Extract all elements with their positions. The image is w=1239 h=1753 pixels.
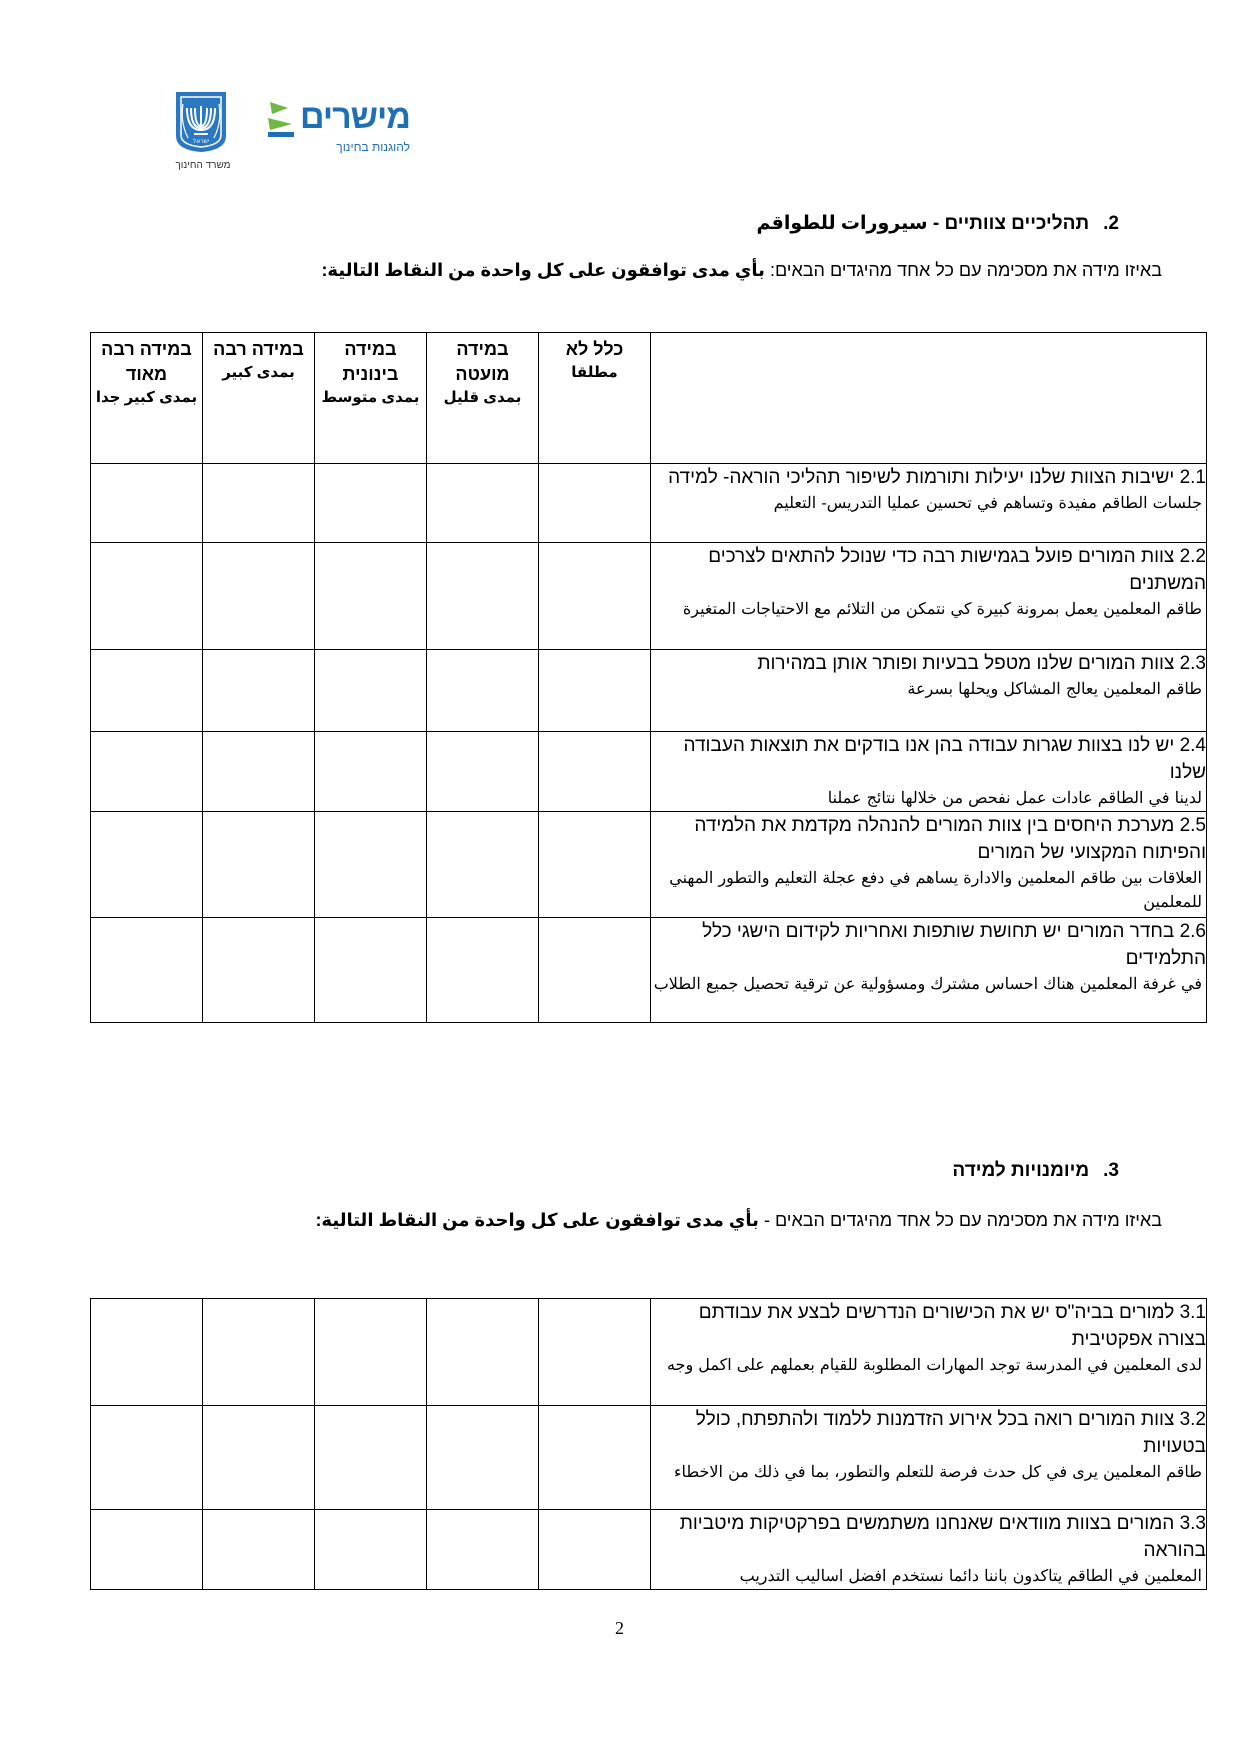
answer-cell[interactable] xyxy=(315,1299,427,1406)
section-2-title xyxy=(756,212,1119,235)
table-row xyxy=(91,543,1207,650)
emblem-text: ישראל xyxy=(192,138,210,145)
answer-cell[interactable] xyxy=(539,812,651,918)
answer-cell[interactable] xyxy=(91,1299,203,1406)
answer-cell[interactable] xyxy=(203,812,315,918)
answer-cell[interactable] xyxy=(203,918,315,1023)
section-2-title-ar: سيرورات للطواقم xyxy=(756,213,928,234)
answer-cell[interactable] xyxy=(203,1510,315,1590)
table-row xyxy=(91,918,1207,1023)
page-number: 2 xyxy=(615,1618,624,1638)
brand-name: מישרים xyxy=(300,98,410,136)
section-2-table xyxy=(90,332,1207,1023)
answer-cell[interactable] xyxy=(539,918,651,1023)
answer-cell[interactable] xyxy=(427,918,539,1023)
section-3-number: 3. xyxy=(1103,1160,1119,1181)
answer-cell[interactable] xyxy=(91,918,203,1023)
answer-cell[interactable] xyxy=(91,732,203,812)
answer-cell[interactable] xyxy=(315,650,427,732)
answer-cell[interactable] xyxy=(315,1406,427,1510)
table-row xyxy=(91,464,1207,543)
statement-cell: 2.6 בחדר המורים יש תחושת שותפות ואחריות לקידום הישגי כלל התלמידים في غرفة المعلمين هناك احساس مشترك ومسؤولية عن ترقية تحصيل جميع الطلاب xyxy=(651,918,1207,1023)
statement-cell: 3.2 צוות המורים רואה בכל אירוע הזדמנות ללמוד ולהתפתח, כולל בטעויות طاقم المعلمين يرى في كل حدث فرصة للتعلم والتطور، بما في ذلك من الاخطاء xyxy=(651,1406,1207,1510)
answer-cell[interactable] xyxy=(91,543,203,650)
scale-header-not-at-all: כלל לא مطلقا xyxy=(539,333,651,464)
statement-cell: 3.1 למורים בביה"ס יש את הכישורים הנדרשים לבצע את עבודתם בצורה אפקטיבית لدى المعلمين في المدرسة توجد المهارات المطلوبة للقيام بعملهم على اكمل وجه xyxy=(651,1299,1207,1406)
answer-cell[interactable] xyxy=(539,464,651,543)
answer-cell[interactable] xyxy=(203,1299,315,1406)
table-row xyxy=(91,812,1207,918)
section-2-instruction-he: באיזו מידה את מסכימה עם כל אחד מהיגדים הבאים: xyxy=(769,260,1162,280)
meisharim-mark-icon xyxy=(266,98,296,142)
statement-cell: 2.2 צוות המורים פועל בגמישות רבה כדי שנוכל להתאים לצרכים המשתנים طاقم المعلمين يعمل بمرونة كبيرة كي نتمكن من التلائم مع الاحتياجات المتغيرة xyxy=(651,543,1207,650)
table-row xyxy=(91,1299,1207,1406)
scale-header-very-large: במידה רבה מאוד بمدى كبير جدا xyxy=(91,333,203,464)
answer-cell[interactable] xyxy=(539,650,651,732)
answer-cell[interactable] xyxy=(315,918,427,1023)
answer-cell[interactable] xyxy=(203,464,315,543)
statement-header-cell xyxy=(651,333,1207,464)
answer-cell[interactable] xyxy=(427,543,539,650)
answer-cell[interactable] xyxy=(427,464,539,543)
section-3-instruction-he: באיזו מידה את מסכימה עם כל אחד מהיגדים הבאים - xyxy=(763,1210,1162,1230)
statement-cell: 2.3 צוות המורים שלנו מטפל בבעיות ופותר אותן במהירות طاقم المعلمين يعالج المشاكل ويحلها بسرعة xyxy=(651,650,1207,732)
answer-cell[interactable] xyxy=(203,732,315,812)
section-2-instruction-ar: بأي مدى توافقون على كل واحدة من النقاط التالية: xyxy=(321,260,765,280)
scale-header-moderate: במידה בינונית بمدى متوسط xyxy=(315,333,427,464)
section-2-title-separator: - xyxy=(932,213,940,234)
table-row xyxy=(91,650,1207,732)
statement-cell: 2.4 יש לנו בצוות שגרות עבודה בהן אנו בודקים את תוצאות העבודה שלנו لدينا في الطاقم عادات عمل نفحص من خلالها نتائج عملنا xyxy=(651,732,1207,812)
answer-cell[interactable] xyxy=(427,1299,539,1406)
statement-cell: 2.1 ישיבות הצוות שלנו יעילות ותורמות לשיפור תהליכי הוראה- למידה جلسات الطاقم مفيدة وتساهم في تحسين عمليا التدريس- التعليم xyxy=(651,464,1207,543)
statement-cell: 3.3 המורים בצוות מוודאים שאנחנו משתמשים בפרקטיקות מיטביות בהוראה المعلمين في الطاقم يتاكدون باننا دائما نستخدم افضل اساليب التدريب xyxy=(651,1510,1207,1590)
state-emblem-icon xyxy=(172,90,230,154)
header-logos xyxy=(160,84,460,184)
answer-cell[interactable] xyxy=(427,1406,539,1510)
answer-cell[interactable] xyxy=(315,812,427,918)
answer-cell[interactable] xyxy=(539,1406,651,1510)
ministry-label: משרד החינוך xyxy=(175,160,231,171)
section-2-number: 2. xyxy=(1103,213,1119,234)
section-3-table xyxy=(90,1298,1207,1590)
answer-cell[interactable] xyxy=(203,1406,315,1510)
table-row xyxy=(91,1406,1207,1510)
section-2-title-he: תהליכיים צוותיים xyxy=(944,213,1090,234)
answer-cell[interactable] xyxy=(91,1406,203,1510)
brand-tagline: להוגנות בחינוך xyxy=(336,140,410,154)
section-2-instruction xyxy=(321,260,1162,281)
answer-cell[interactable] xyxy=(91,650,203,732)
answer-cell[interactable] xyxy=(427,812,539,918)
statement-cell: 2.5 מערכת היחסים בין צוות המורים להנהלה מקדמת את הלמידה והפיתוח המקצועי של המורים العلاقات بين طاقم المعلمين والادارة يساهم في دفع عجلة التعليم والتطور المهني للمعلمين xyxy=(651,812,1207,918)
answer-cell[interactable] xyxy=(315,464,427,543)
scale-header-row xyxy=(91,333,1207,464)
section-3-title xyxy=(952,1160,1119,1182)
answer-cell[interactable] xyxy=(203,650,315,732)
answer-cell[interactable] xyxy=(91,812,203,918)
scale-header-large: במידה רבה بمدى كبير xyxy=(203,333,315,464)
answer-cell[interactable] xyxy=(539,543,651,650)
answer-cell[interactable] xyxy=(315,1510,427,1590)
answer-cell[interactable] xyxy=(427,650,539,732)
answer-cell[interactable] xyxy=(539,1510,651,1590)
answer-cell[interactable] xyxy=(539,1299,651,1406)
answer-cell[interactable] xyxy=(427,732,539,812)
section-3-instruction-ar: بأي مدى توافقون على كل واحدة من النقاط التالية: xyxy=(315,1210,759,1230)
scale-header-little: במידה מועטה بمدى قليل xyxy=(427,333,539,464)
answer-cell[interactable] xyxy=(203,543,315,650)
answer-cell[interactable] xyxy=(91,1510,203,1590)
answer-cell[interactable] xyxy=(315,732,427,812)
answer-cell[interactable] xyxy=(427,1510,539,1590)
answer-cell[interactable] xyxy=(539,732,651,812)
table-row xyxy=(91,1510,1207,1590)
section-3-instruction xyxy=(315,1210,1162,1231)
section-3-title-he: מיומנויות למידה xyxy=(952,1160,1090,1181)
meisharim-logo xyxy=(266,98,426,154)
table-row xyxy=(91,732,1207,812)
answer-cell[interactable] xyxy=(91,464,203,543)
answer-cell[interactable] xyxy=(315,543,427,650)
